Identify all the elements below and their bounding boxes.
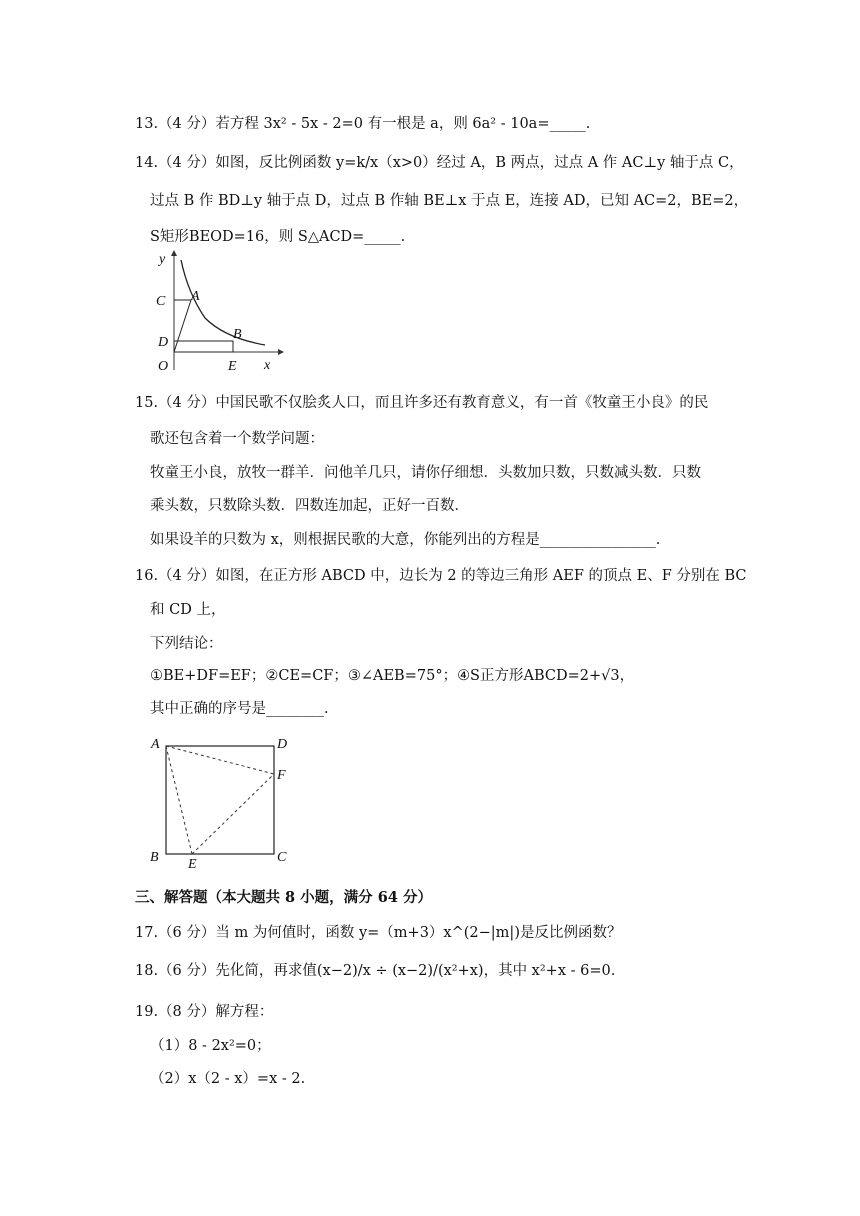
label-d: D <box>158 335 169 350</box>
question-15-line-3: 牧童王小良，放牧一群羊．问他羊几只，请你仔细想．头数加只数，只数减头数．只数 <box>150 465 701 481</box>
question-19-part-2: （2）x（2 - x）=x - 2. <box>150 1071 306 1087</box>
question-18: 18.（6 分）先化简，再求值(x−2)/x ÷ (x−2)/(x²+x)，其中 x²+x - 6=0. <box>135 963 616 979</box>
label-f: F <box>277 768 286 783</box>
label-e: E <box>188 857 197 870</box>
label-o: O <box>158 359 169 374</box>
question-14-line-2: 过点 B 作 BD⊥y 轴于点 D，过点 B 作轴 BE⊥x 于点 E，连接 AD，已知 AC=2，BE=2， <box>150 193 749 209</box>
label-c: C <box>277 850 287 865</box>
question-17: 17.（6 分）当 m 为何值时，函数 y=（m+3）x^(2−|m|)是反比例函数？ <box>135 925 622 941</box>
section-3-heading: 三、解答题（本大题共 8 小题，满分 64 分） <box>135 889 432 906</box>
question-15-line-1: 15.（4 分）中国民歌不仅脍炙人口，而且许多还有教育意义，有一首《牧童王小良》的民 <box>135 395 709 411</box>
question-19: 19.（8 分）解方程： <box>135 1004 274 1020</box>
label-b: B <box>233 327 242 342</box>
label-b: B <box>150 850 159 865</box>
label-e: E <box>228 359 237 374</box>
question-16-line-2: 和 CD 上， <box>150 602 226 618</box>
label-y: y <box>159 252 166 267</box>
label-a: A <box>151 737 160 752</box>
question-15-line-5: 如果设羊的只数为 x，则根据民歌的大意，你能列出的方程是________________. <box>150 532 661 548</box>
figure-inverse-proportion-graph <box>150 248 290 378</box>
label-a: A <box>191 289 200 304</box>
label-x: x <box>264 358 271 373</box>
question-15-line-2: 歌还包含着一个数学问题： <box>150 431 324 447</box>
question-15-line-4: 乘头数，只数除头数．四数连加起，正好一百数． <box>150 498 469 514</box>
label-c: C <box>156 294 166 309</box>
question-19-part-1: （1）8 - 2x²=0； <box>150 1038 271 1054</box>
question-13: 13.（4 分）若方程 3x² - 5x - 2=0 有一根是 a，则 6a² - 10a=_____. <box>135 116 591 132</box>
question-14-line-3: S矩形BEOD=16，则 S△ACD=_____. <box>150 229 406 245</box>
label-d: D <box>277 737 288 752</box>
question-16-line-3: 下列结论： <box>150 636 223 652</box>
figure-square-triangle <box>146 730 306 870</box>
question-16-line-4: ①BE+DF=EF；②CE=CF；③∠AEB=75°；④S正方形ABCD=2+√3， <box>150 668 635 684</box>
question-16-line-1: 16.（4 分）如图，在正方形 ABCD 中，边长为 2 的等边三角形 AEF 的顶点 E、F 分别在 BC <box>135 568 747 584</box>
question-16-line-5: 其中正确的序号是________. <box>150 701 329 717</box>
question-14-line-1: 14.（4 分）如图，反比例函数 y=k/x（x>0）经过 A，B 两点，过点 A 作 AC⊥y 轴于点 C， <box>135 155 744 171</box>
